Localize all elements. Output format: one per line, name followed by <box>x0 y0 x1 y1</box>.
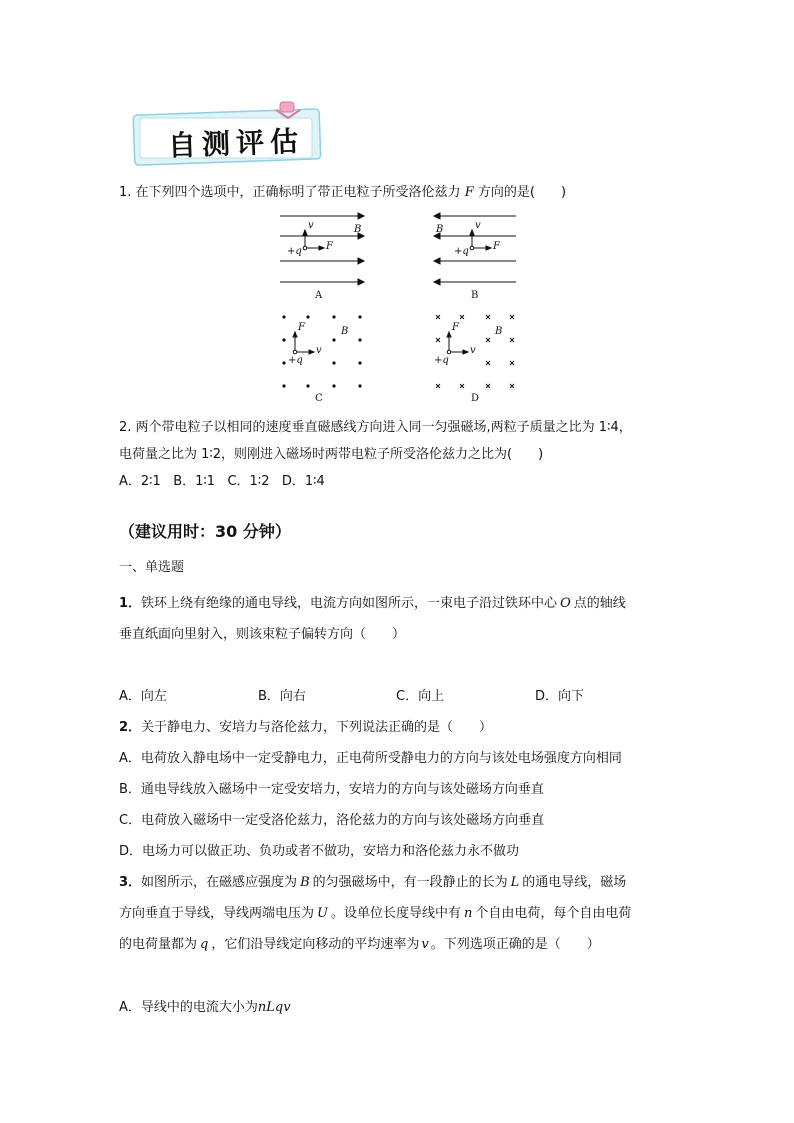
label-F: F <box>452 322 459 333</box>
diagram-c <box>278 309 368 407</box>
exercise-q1-option-d: D．向下 <box>535 689 585 704</box>
label-F: F <box>493 241 500 252</box>
label-B: B <box>495 326 503 337</box>
exercise-q1-line1 <box>119 592 626 611</box>
label-q: +q <box>454 246 469 257</box>
exercise-q2-option-c: C．电荷放入磁场中一定受洛伦兹力，洛伦兹力的方向与该处磁场方向垂直 <box>119 813 545 828</box>
suggested-time: （建议用时：30 分钟） <box>119 522 291 541</box>
text-segment: 的通电导线，磁场 <box>522 875 627 890</box>
diagram-caption: B <box>471 290 479 301</box>
question-number: 1． <box>119 596 142 611</box>
question-text-post: 方向的是( ) <box>477 185 567 200</box>
var-U: U <box>317 906 328 921</box>
var-v: v <box>421 937 429 952</box>
diagram-d-graphic <box>432 309 522 389</box>
text-segment: 的匀强磁场中，有一段静止的长为 <box>312 875 508 890</box>
label-q: +q <box>287 246 302 257</box>
exercise-q3-line1 <box>119 871 626 890</box>
self-test-q2-line2: 电荷量之比为 1∶2，则刚进入磁场时两带电粒子所受洛伦兹力之比为( ) <box>119 447 544 462</box>
label-v: v <box>308 220 314 231</box>
question-text: 关于静电力、安培力与洛伦兹力，下列说法正确的是（ ） <box>141 720 493 735</box>
diagram-caption: A <box>315 290 323 301</box>
label-v: v <box>470 345 476 356</box>
exercise-q2-option-b: B．通电导线放入磁场中一定受安培力，安培力的方向与该处磁场方向垂直 <box>119 782 544 797</box>
exercise-q2-option-d: D．电场力可以做正功、负功或者不做功，安培力和洛伦兹力永不做功 <box>119 844 520 859</box>
text-segment: 个自由电荷，每个自由电荷 <box>475 906 632 921</box>
text-segment: 。设单位长度导线中有 <box>330 906 461 921</box>
section-title: 一、单选题 <box>119 560 185 575</box>
exercise-q3-line3 <box>119 933 600 952</box>
label-v: v <box>475 220 481 231</box>
question-text: 在下列四个选项中，正确标明了带正电粒子所受洛伦兹力 <box>135 185 461 200</box>
label-B: B <box>341 326 349 337</box>
diagram-c-graphic <box>278 309 368 389</box>
var-nLqv: nLqv <box>257 1000 291 1015</box>
text-segment: 如图所示，在磁感应强度为 <box>141 875 298 890</box>
diagram-d <box>432 309 522 407</box>
diagram-b <box>430 206 520 304</box>
self-test-q1 <box>119 181 566 200</box>
label-F: F <box>298 322 305 333</box>
exercise-q1-option-a: A．向左 <box>119 689 167 704</box>
var-L: L <box>510 875 520 890</box>
self-test-banner <box>128 98 328 168</box>
label-v: v <box>316 345 322 356</box>
exercise-q3-line2 <box>119 902 631 921</box>
question-number: 1. <box>119 185 132 200</box>
text-segment: 。下列选项正确的是（ ） <box>430 937 600 952</box>
text-segment: ，它们沿导线定向移动的平均速率为 <box>211 937 420 952</box>
exercise-q2-stem <box>119 716 492 735</box>
question-text: 铁环上绕有绝缘的通电导线，电流方向如图所示，一束电子沿过铁环中心 <box>141 596 558 611</box>
label-B: B <box>436 224 444 235</box>
question-number: 3． <box>119 875 142 890</box>
self-test-q2-line1: 2. 两个带电粒子以相同的速度垂直磁感线方向进入同一匀强磁场,两粒子质量之比为 1∶4， <box>119 420 632 435</box>
exercise-q2-option-a: A．电荷放入静电场中一定受静电力，正电荷所受静电力的方向与该处电场强度方向相同 <box>119 751 622 766</box>
var-n: n <box>464 906 473 921</box>
exercise-q1-option-b: B．向右 <box>258 689 306 704</box>
exercise-q3-option-a <box>119 996 291 1015</box>
var-q: q <box>200 937 209 952</box>
option-text: A．导线中的电流大小为 <box>119 1000 258 1015</box>
label-q: +q <box>434 355 449 366</box>
var-B: B <box>300 875 310 890</box>
question-number: 2． <box>119 720 142 735</box>
text-segment: 的电荷量都为 <box>119 937 198 952</box>
diagram-caption: D <box>471 393 480 404</box>
diagram-caption: C <box>315 393 323 404</box>
exercise-q1-option-c: C．向上 <box>396 689 445 704</box>
exercise-q1-line2: 垂直纸面向里射入，则该束粒子偏转方向（ ） <box>119 627 406 642</box>
var-F: F <box>464 185 474 200</box>
diagram-a <box>278 206 368 304</box>
text-segment: 方向垂直于导线，导线两端电压为 <box>119 906 315 921</box>
label-q: +q <box>288 355 303 366</box>
label-B: B <box>354 224 362 235</box>
self-test-q2-options: A．2∶1 B．1∶1 C．1∶2 D．1∶4 <box>119 474 325 489</box>
banner-title: 自测评估 <box>167 124 305 163</box>
var-O: O <box>560 596 571 611</box>
label-F: F <box>326 241 333 252</box>
question-text-post: 点的轴线 <box>573 596 626 611</box>
